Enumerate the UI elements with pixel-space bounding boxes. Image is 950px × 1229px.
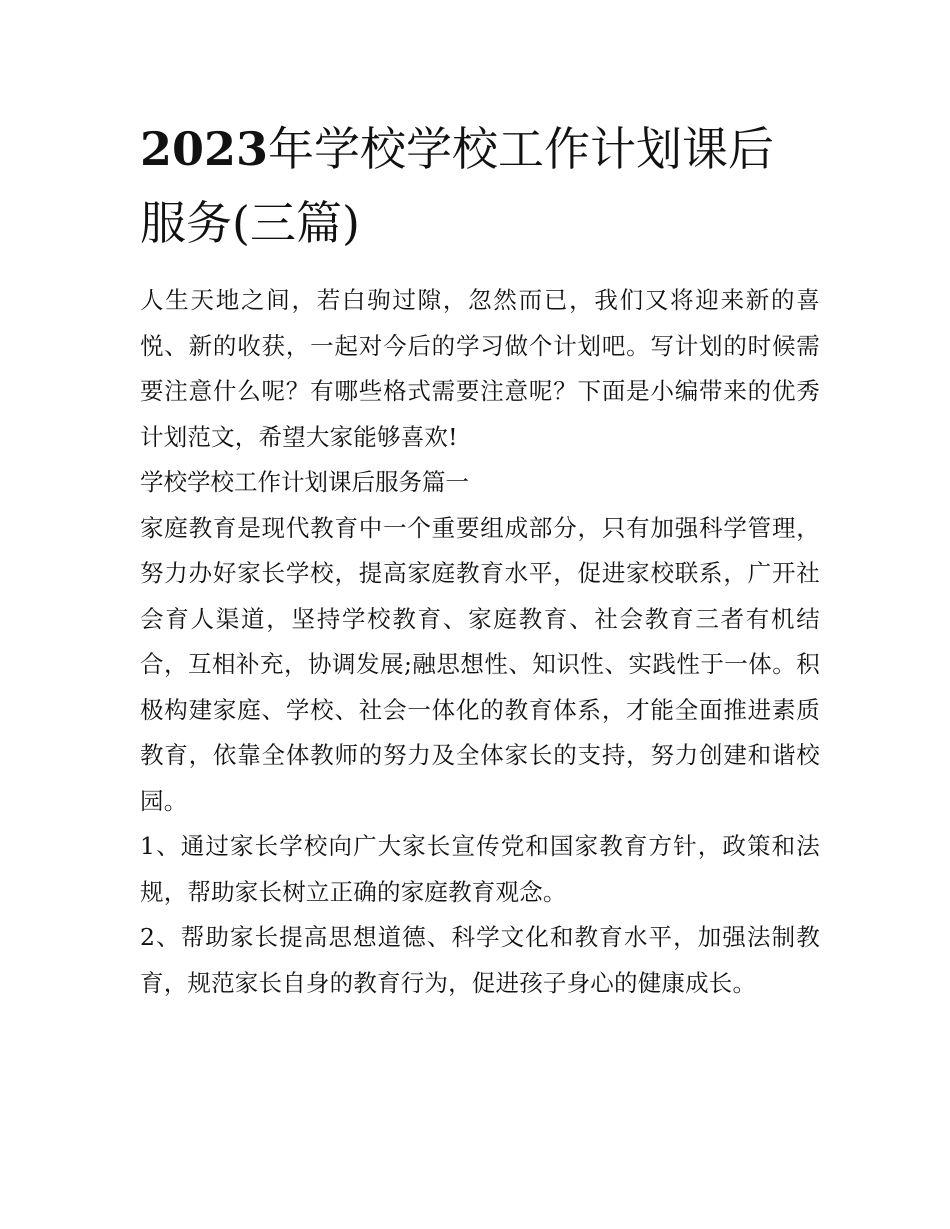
title-year: 2023 — [140, 122, 269, 176]
body-paragraph: 家庭教育是现代教育中一个重要组成部分，只有加强科学管理，努力办好家长学校，提高家庭教育水平，促进家校联系，广开社会育人渠道，坚持学校教育、家庭教育、社会教育三者有机结合，互相补充，协调发展;融思想性、知识性、实践性于一体。积极构建家庭、学校、社会一体化的教育体系，才能全面推进素质教育，依靠全体教师的努力及全体家长的支持，努力创建和谐校园。 — [140, 513, 820, 815]
list-item-1: 1、通过家长学校向广大家长宣传党和国家教育方针，政策和法规，帮助家长树立正确的家庭教育观念。 — [140, 832, 820, 906]
section-heading: 学校学校工作计划课后服务篇一 — [140, 468, 469, 496]
document-title — [140, 112, 820, 260]
title-text: 年学校学校工作计划课后服务(三篇) — [140, 122, 775, 250]
document-page — [140, 112, 820, 1006]
intro-paragraph: 人生天地之间，若白驹过隙，忽然而已，我们又将迎来新的喜悦、新的收获，一起对今后的学习做个计划吧。写计划的时候需要注意什么呢？有哪些格式需要注意呢？下面是小编带来的优秀计划范文，希望大家能够喜欢! — [140, 286, 820, 451]
list-item-2: 2、帮助家长提高思想道德、科学文化和教育水平，加强法制教育，规范家长自身的教育行为，促进孩子身心的健康成长。 — [140, 923, 820, 997]
